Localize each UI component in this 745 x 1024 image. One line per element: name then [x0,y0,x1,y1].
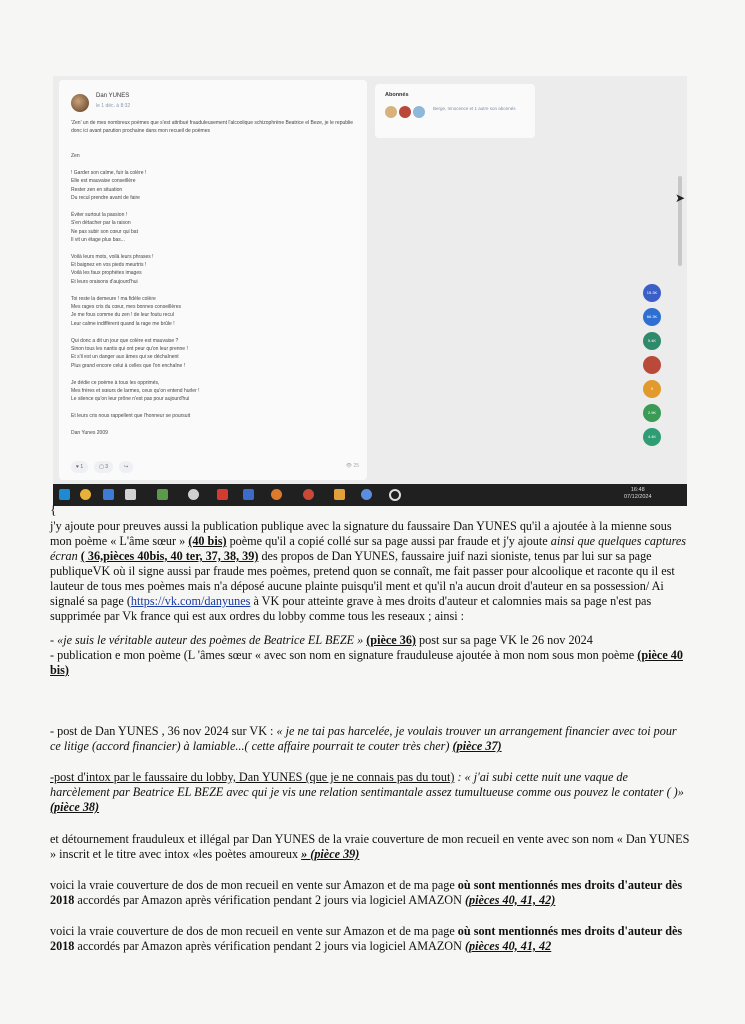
poem-line: Zen [71,153,80,159]
rail-badge[interactable]: 15.3K [643,284,661,302]
app-icon[interactable] [243,489,254,500]
comment-count: 3 [105,464,109,470]
p5-ref-39: » (pièce 39) [301,847,360,861]
poem-line [71,404,351,412]
share-button[interactable]: ↪ [119,461,133,473]
p1-text-c: ainsi que quelques captures écran [50,534,687,563]
app-icon[interactable] [389,489,401,501]
mouse-cursor-icon: ➤ [675,191,686,205]
poem-line: Et leurs oraisons d'aujourd'hui [71,278,138,285]
rail-badge[interactable]: 2.9K [643,404,661,422]
poem-line: Et leurs cris nous rappellent que l'honneur se poursuit [71,413,191,420]
chrome-icon[interactable] [80,489,91,500]
p1-text-b: poème qu'il a copié collé sur sa page aussi par fraude et j'y ajoute [226,534,551,548]
poem-line: Je dédie ce poème à tous les opprimés, [71,379,160,386]
rail-badge[interactable] [643,356,661,374]
rail-badge[interactable]: 9 [643,380,661,398]
poem-line [71,160,351,168]
poem-line: Mes rages cris du cœur, mes bonnes conseillères [71,304,182,311]
p4-text-a: -post d'intox par le faussaire du lobby, Dan YUNES (que je ne connais pas du tout) [50,770,455,784]
p7-ref-40-42: (pièces 40, 41, 42 [464,939,552,953]
file-icon[interactable] [125,489,136,500]
poem-line [71,421,351,429]
poem-line [71,202,351,210]
p1-ref-40bis: (40 bis) [188,534,227,548]
p5-text-a: et détournement frauduleux et illégal par Dan YUNES de la vraie couverture de mon recueil en vente avec son nom « Dan YUNES » inscrit et le titre avec intox «les poètes amoureux [50,832,690,861]
subscriber-avatar[interactable] [385,106,397,118]
post-date: le 1 déc. à 8:32 [96,103,131,109]
poem-line: Le silence qu'on leur prône n'est pas pour aujourd'hui [71,396,190,403]
start-icon[interactable] [59,489,70,500]
post-author: Dan YUNES [96,93,130,99]
paragraph-4 [50,770,690,815]
poem-line: Dan Yunes 2009 [71,429,108,436]
author-avatar [71,94,89,112]
vk-link[interactable]: https://vk.com/danyunes [130,594,251,608]
poem-line: Ne pas subir son cœur qui bat [71,228,138,235]
poem-line: Elle est mauvaise conseillère [71,178,136,185]
vk-post-card [59,80,367,480]
like-button[interactable]: ♥ 1 [71,461,88,473]
brace-mark: { [50,503,57,518]
p1-text-a: j'y ajoute pour preuves aussi la publication publique avec la signature du faussaire Dan YUNES qu'il a ajoutée à la mienne sous mon poème « L'âme sœur » [50,519,672,548]
poem-line: Éviter surtout la passion ! [71,211,128,218]
app-icon[interactable] [361,489,372,500]
vk-screen [53,76,687,484]
poem-line: Qui donc a dit un jour que colère est mauvaise ? [71,337,179,344]
app-icon[interactable] [303,489,314,500]
p6-text-a: voici la vraie couverture de dos de mon recueil en vente sur Amazon et de ma page [50,878,458,892]
poem-line: Rester zen en situation [71,186,123,193]
clock-date: 07/12/2024 [624,494,652,500]
p3-ref-37: (pièce 37) [452,739,502,753]
poem-line: S'en détacher par la raison [71,220,131,227]
app-icon[interactable] [157,489,168,500]
windows-taskbar [53,484,687,506]
subscriber-avatar[interactable] [413,106,425,118]
app-icon[interactable] [334,489,345,500]
poem-line: Plus grand encore celui à celles que l'on enchaîne ! [71,362,186,369]
p2-text-b: post sur sa page VK le 26 nov 2024 [416,633,593,647]
comment-button[interactable]: ▢ 3 [94,461,113,473]
subscribers-title: Abonnés [385,92,409,98]
p7-text-b: où sont mentionnés mes droits d'auteur dès 2018 [50,924,683,953]
subscribers-card [375,84,535,138]
p2-text-c: - publication e mon poème (L 'âmes sœur « avec son nom en signature frauduleuse ajoutée à mon nom sous mon poème [50,648,638,662]
p4-ref-38: (pièce 38) [50,800,100,814]
poem-line [71,370,351,378]
paragraph-2 [50,633,690,678]
p2-ref-40bis: (pièce 40 bis) [50,648,683,677]
p7-text-c: accordés par Amazon après vérification pendant 2 jours via logiciel AMAZON [74,939,465,953]
app-icon[interactable] [217,489,228,500]
app-icon[interactable] [188,489,199,500]
poem-line: Voilà les faux prophètes images [71,270,142,277]
subscribers-text: Berge, Innocence et 1 autre son abonnés [433,106,516,111]
poem-line: Toi reste la demeure ! ma fidèle colère [71,295,156,302]
p1-text-d: des propos de Dan YUNES, faussaire juif nazi sioniste, tenus par lui sur sa page publiqueVK où il signe aussi par fraude mes poèmes, pretend quon se connaît, me fait passer pour alcoolique et raconte qu il est lauteur de tous mes poèmes mais n'a déposé aucune plainte puisqu'il ment et qu'il n'a aucun droit d'auteur en sa possession/ Ai signalé sa page ( [50,549,675,608]
views-value: 25 [353,463,359,469]
p1-text-e: à VK pour atteinte grave à mes droits d'auteur et calomnies mais sa page n'est pas supprimée par Vk france qui est aux ordres du lobby comme tous les reseaux ; ainsi : [50,594,652,623]
like-count: 1 [80,464,84,470]
poem-line: Voilà leurs mots, voilà leurs phrases ! [71,253,154,260]
poem-line: Et s'il est un danger aux âmes qui se déchaînent [71,354,179,361]
p2-ref-36: (pièce 36) [366,633,416,647]
document-icon[interactable] [103,489,114,500]
poem-line: Je me fous comme du zen ! de leur foutu recul [71,312,174,319]
paragraph-5 [50,832,690,862]
rail-badge[interactable]: 4.4K [643,428,661,446]
p6-text-c: accordés par Amazon après vérification pendant 2 jours via logiciel AMAZON [74,893,465,907]
p3-text-a: - post de Dan YUNES , 36 nov 2024 sur VK : [50,724,277,738]
subscriber-avatar[interactable] [399,106,411,118]
p7-text-a: voici la vraie couverture de dos de mon recueil en vente sur Amazon et de ma page [50,924,458,938]
poem-line: Et baignez en vos pieds meurtris ! [71,262,147,269]
poem-line [71,328,351,336]
p6-ref-40-42: (pièces 40, 41, 42) [464,893,556,907]
p1-ref-pieces: ( 36,pièces 40bis, 40 ter, 37, 38, 39) [80,549,259,563]
paragraph-1 [50,519,690,624]
paragraph-6 [50,878,690,908]
poem-line: ! Garder son calme, fuir la colère ! [71,169,147,176]
poem-line: Il vit un étage plus bas... [71,236,125,243]
firefox-icon[interactable] [271,489,282,500]
poem-line [71,286,351,294]
poem-line: Sinon tous les nantis qui ont peur qu'on leur prenne ! [71,345,188,352]
p3-quote: « je ne tai pas harcelée, je voulais trouver un arrangement financier avec toi pour ce litige (accord financier) à lamiable...( cette affaire pourrait te couter très cher) [50,724,677,753]
p4-quote: : « j'ai subi cette nuit une vaque de harcèlement par Beatrice EL BEZE avec qui je vis une relation sentimantale assez tumultueuse comme ous pouvez le contater ( )» [50,770,684,799]
p6-text-b: où sont mentionnés mes droits d'auteur dès 2018 [50,878,683,907]
paragraph-3 [50,724,690,754]
rail-badge[interactable]: 5.4K [643,332,661,350]
rail-badge[interactable]: 66.3K [643,308,661,326]
p2-text-a: - «je suis le véritable auteur des poèmes de Beatrice EL BEZE » [50,633,367,647]
poem-line [71,244,351,252]
poem-line: Leur calme indiffèrent quand la rage me brûle ! [71,320,175,327]
clock-time: 16:48 [630,487,645,493]
view-count: 👁 25 [345,463,359,469]
paragraph-7 [50,924,690,954]
embedded-screenshot [53,76,687,506]
scrollbar[interactable] [678,176,682,266]
post-poem [71,152,351,437]
poem-line: Du recul prendre avant de faire [71,194,140,201]
post-reactions [71,461,133,473]
taskbar-clock [624,487,652,501]
poem-line: Mes frères et sœurs de larmes, ceux qu'on entend hurler ! [71,387,200,394]
post-intro: 'Zen' un de mes nombreux poèmes que s'est attribué frauduleusement l'alcoolique schizophrène Beatrice el Beze, je le republie donc ici avant parution prochaine dans mon recueil de poèmes [71,120,354,134]
